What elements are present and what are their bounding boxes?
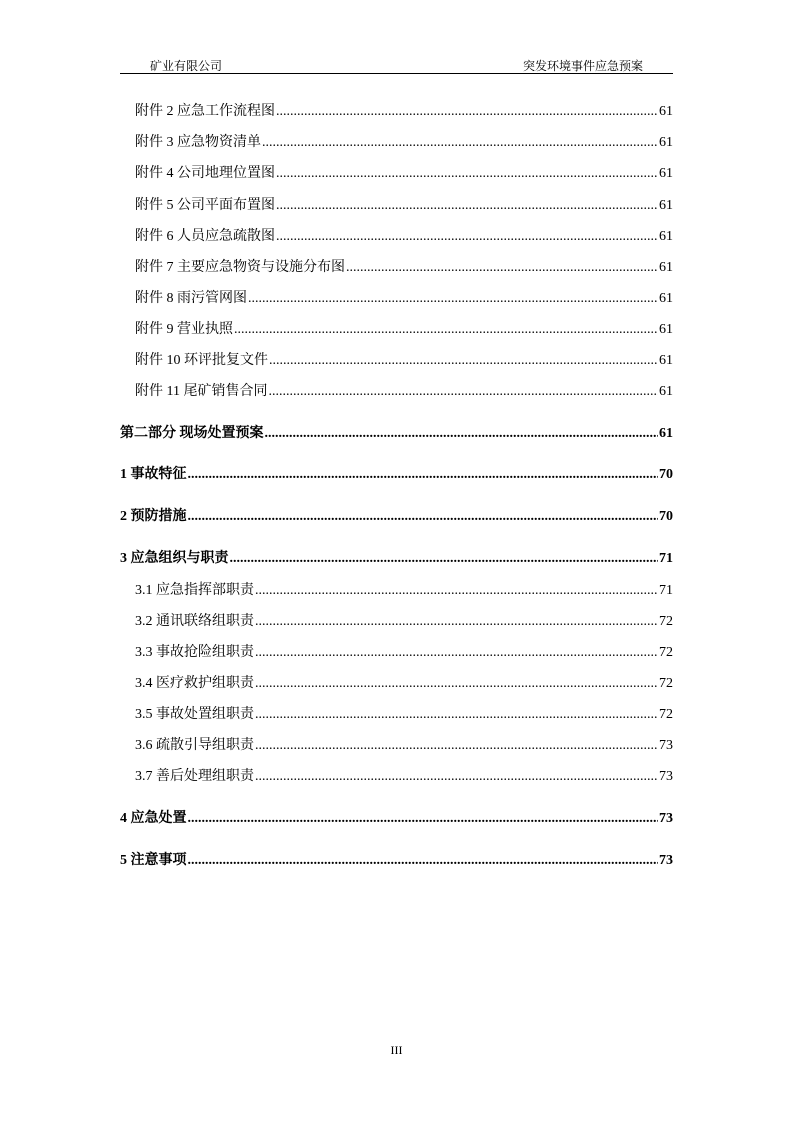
- toc-entry-page: 72: [659, 645, 673, 660]
- toc-entry[interactable]: [135, 737, 673, 755]
- toc-entry-page: 70: [659, 467, 673, 482]
- toc-leader-dots: [188, 852, 659, 870]
- toc-entry-page: 61: [659, 322, 673, 337]
- toc-leader-dots: [276, 228, 658, 246]
- toc-entry[interactable]: [120, 466, 673, 484]
- toc-entry-title: 附件 7 主要应急物资与设施分布图: [135, 260, 345, 275]
- toc-entry-page: 61: [659, 291, 673, 306]
- toc-entry-title: 3.1 应急指挥部职责: [135, 583, 254, 598]
- toc-leader-dots: [346, 259, 658, 277]
- toc-entry[interactable]: [120, 425, 673, 443]
- toc-entry-page: 73: [659, 811, 673, 826]
- toc-entry-title: 附件 10 环评批复文件: [135, 353, 268, 368]
- toc-entry[interactable]: [135, 383, 673, 401]
- toc-entry-page: 71: [659, 583, 673, 598]
- toc-entry[interactable]: [135, 352, 673, 370]
- toc-leader-dots: [268, 383, 658, 401]
- toc-entry-page: 72: [659, 676, 673, 691]
- toc-entry-title: 附件 11 尾矿销售合同: [135, 384, 268, 399]
- toc-entry-page: 71: [659, 551, 673, 566]
- toc-entry-title: 3.6 疏散引导组职责: [135, 738, 254, 753]
- toc-entry-title: 附件 9 营业执照: [135, 322, 233, 337]
- toc-leader-dots: [255, 613, 658, 631]
- toc-entry[interactable]: [135, 228, 673, 246]
- toc-entry-page: 73: [659, 738, 673, 753]
- toc-entry[interactable]: [135, 197, 673, 215]
- toc-leader-dots: [255, 768, 658, 786]
- toc-leader-dots: [188, 466, 659, 484]
- toc-entry-title: 附件 8 雨污管网图: [135, 291, 247, 306]
- toc-leader-dots: [255, 675, 658, 693]
- toc-entry-title: 1 事故特征: [120, 467, 187, 482]
- toc-entry-page: 61: [659, 229, 673, 244]
- toc-leader-dots: [234, 321, 658, 339]
- toc-leader-dots: [262, 134, 658, 152]
- toc-entry-page: 61: [659, 198, 673, 213]
- toc-entry[interactable]: [135, 103, 673, 121]
- toc-leader-dots: [265, 425, 659, 443]
- toc-entry-title: 3.2 通讯联络组职责: [135, 614, 254, 629]
- page-header: [120, 56, 673, 74]
- toc-entry-title: 附件 2 应急工作流程图: [135, 104, 275, 119]
- toc-entry-title: 3.4 医疗救护组职责: [135, 676, 254, 691]
- toc-leader-dots: [269, 352, 658, 370]
- toc-entry-page: 72: [659, 707, 673, 722]
- toc-entry-title: 5 注意事项: [120, 853, 187, 868]
- toc-entry[interactable]: [135, 134, 673, 152]
- toc-leader-dots: [255, 644, 658, 662]
- toc-entry-title: 附件 5 公司平面布置图: [135, 198, 275, 213]
- toc-entry[interactable]: [135, 706, 673, 724]
- toc-leader-dots: [255, 737, 658, 755]
- toc-entry-page: 61: [659, 104, 673, 119]
- toc-entry[interactable]: [120, 810, 673, 828]
- toc-entry[interactable]: [135, 290, 673, 308]
- toc-entry-title: 附件 3 应急物资清单: [135, 135, 261, 150]
- toc-entry-page: 61: [659, 166, 673, 181]
- toc-entry[interactable]: [120, 508, 673, 526]
- toc-entry[interactable]: [135, 613, 673, 631]
- toc-entry-title: 3 应急组织与职责: [120, 551, 229, 566]
- page-number: III: [390, 1043, 403, 1057]
- toc-entry-title: 3.7 善后处理组职责: [135, 769, 254, 784]
- toc-entry-title: 3.3 事故抢险组职责: [135, 645, 254, 660]
- toc-entry[interactable]: [135, 321, 673, 339]
- toc-entry-title: 附件 4 公司地理位置图: [135, 166, 275, 181]
- toc-leader-dots: [255, 706, 658, 724]
- toc-entry[interactable]: [135, 768, 673, 786]
- toc-entry[interactable]: [120, 550, 673, 568]
- toc-entry-title: 第二部分 现场处置预案: [120, 426, 264, 441]
- toc-entry[interactable]: [135, 582, 673, 600]
- toc-leader-dots: [255, 582, 658, 600]
- toc-entry-page: 61: [659, 260, 673, 275]
- toc-entry[interactable]: [135, 644, 673, 662]
- toc-entry-page: 61: [659, 353, 673, 368]
- header-doc-title: 突发环境事件应急预案: [522, 59, 643, 73]
- toc-entry[interactable]: [135, 165, 673, 183]
- toc-entry-title: 附件 6 人员应急疏散图: [135, 229, 275, 244]
- toc-entry-page: 61: [659, 384, 673, 399]
- header-company: 矿业有限公司: [150, 59, 223, 73]
- toc-entry-page: 61: [659, 135, 673, 150]
- toc-leader-dots: [276, 197, 658, 215]
- toc-entry-page: 72: [659, 614, 673, 629]
- toc-entry[interactable]: [120, 852, 673, 870]
- toc-entry-title: 2 预防措施: [120, 509, 187, 524]
- toc-leader-dots: [248, 290, 658, 308]
- toc-entry-title: 3.5 事故处置组职责: [135, 707, 254, 722]
- toc-leader-dots: [276, 103, 658, 121]
- toc-entry[interactable]: [135, 259, 673, 277]
- toc-entry-page: 73: [659, 853, 673, 868]
- toc-entry-page: 61: [659, 426, 673, 441]
- toc-entry-page: 70: [659, 509, 673, 524]
- toc-entry-title: 4 应急处置: [120, 811, 187, 826]
- toc-leader-dots: [188, 508, 659, 526]
- toc-entry-page: 73: [659, 769, 673, 784]
- toc-leader-dots: [230, 550, 659, 568]
- toc-leader-dots: [188, 810, 659, 828]
- toc-leader-dots: [276, 165, 658, 183]
- toc-entry[interactable]: [135, 675, 673, 693]
